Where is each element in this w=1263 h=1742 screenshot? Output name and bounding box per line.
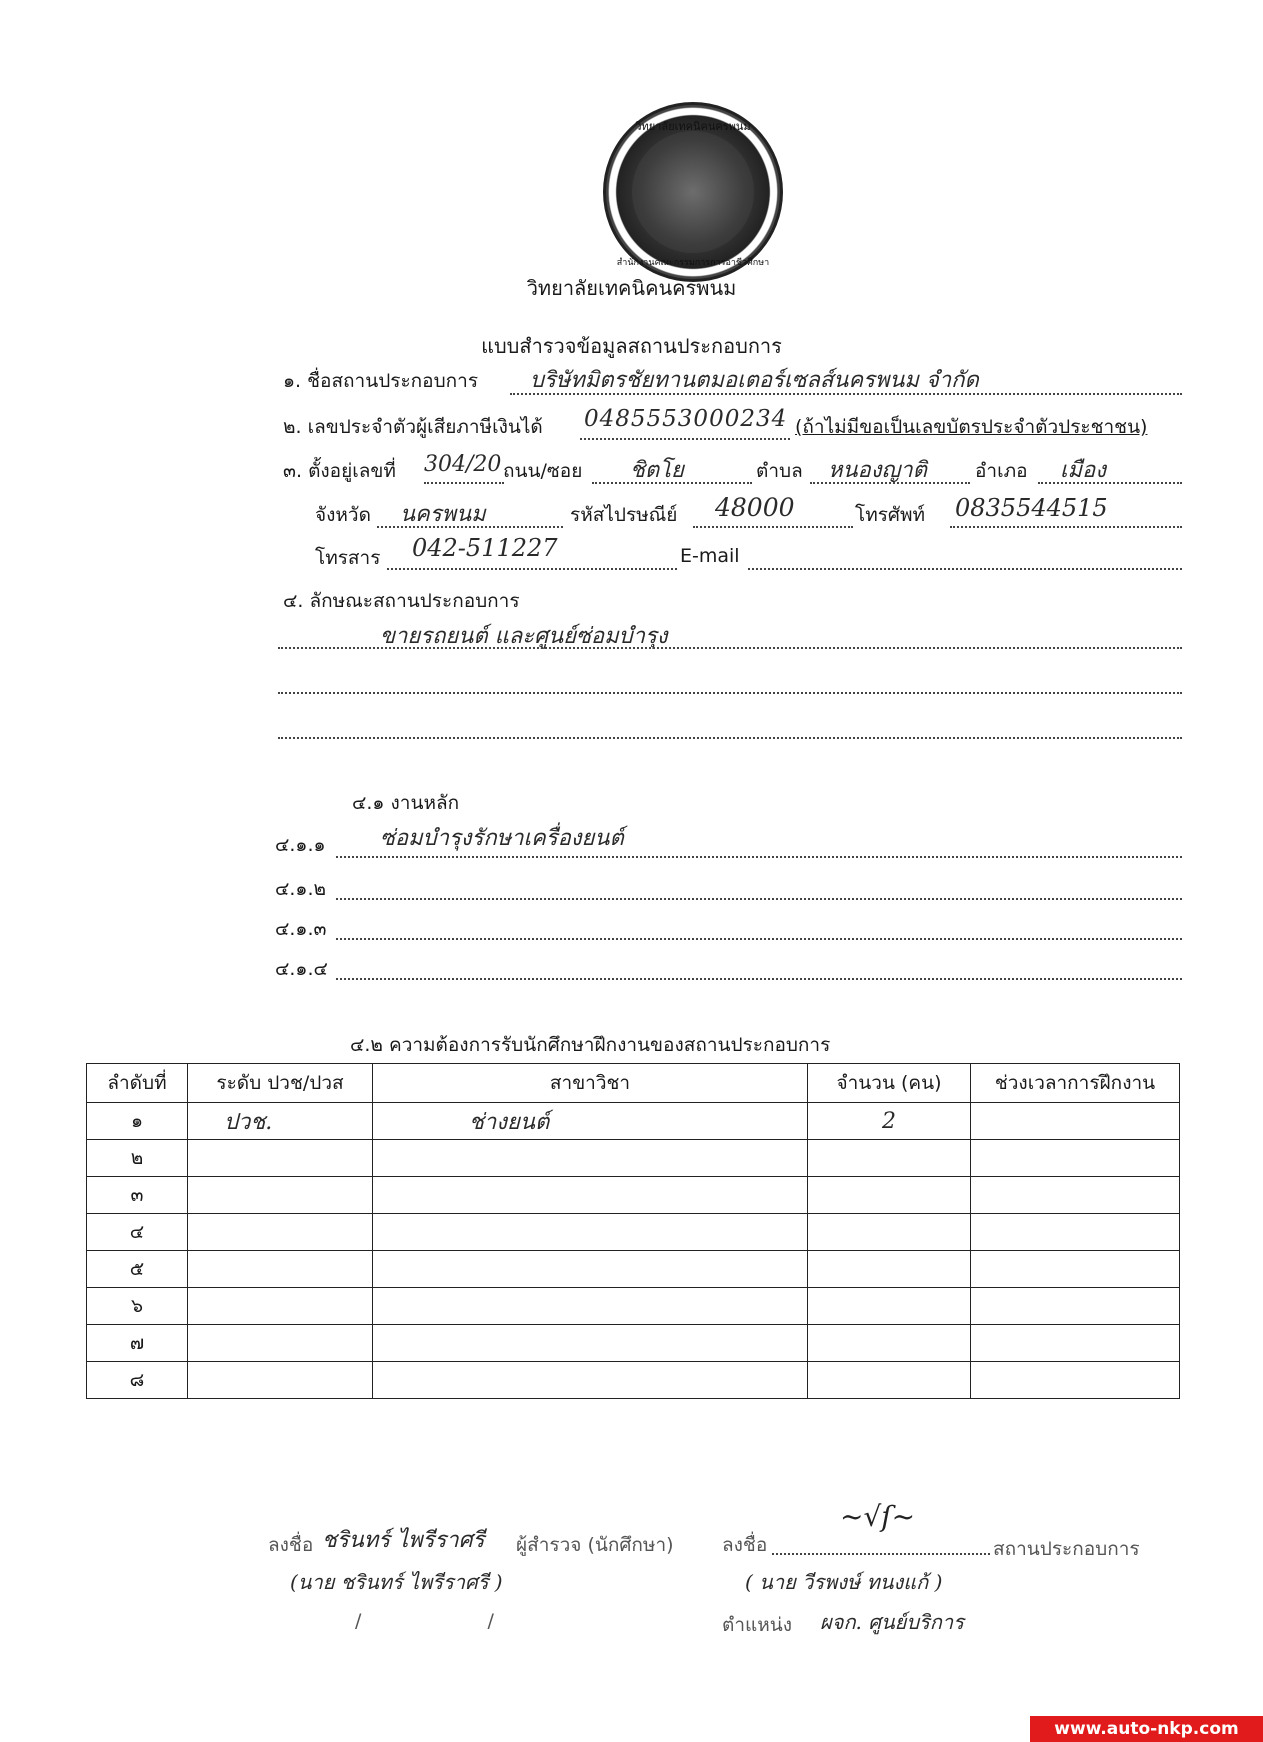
table-header-row — [87, 1064, 1180, 1103]
field-email-label: E-mail — [680, 545, 740, 567]
date-line: / / — [355, 1610, 554, 1632]
table-cell — [373, 1362, 808, 1399]
table-cell — [971, 1103, 1180, 1140]
table-cell — [808, 1140, 971, 1177]
table-row — [87, 1288, 1180, 1325]
field-amphoe-label: อำเภอ — [975, 460, 1028, 482]
field-phone-label: โทรศัพท์ — [855, 504, 926, 526]
field-postal-label: รหัสไปรษณีย์ — [570, 504, 678, 526]
table-header-cell: ระดับ ปวช/ปวส — [188, 1064, 373, 1103]
field-mainwork-1-line — [336, 856, 1182, 858]
table-cell — [808, 1288, 971, 1325]
table-cell — [188, 1325, 373, 1362]
field-mainwork-4-label: ๔.๑.๔ — [275, 958, 328, 980]
company-signature-icon: ~√ſ~ — [840, 1500, 916, 1533]
field-company-label: ๑. ชื่อสถานประกอบการ — [283, 370, 479, 392]
field-phone-value: 0835544515 — [955, 494, 1108, 522]
field-mainwork-2-line — [336, 898, 1182, 900]
field-address-value: 304/20 — [424, 452, 502, 477]
student-sign-label: ลงชื่อ — [268, 1534, 314, 1556]
table-cell — [373, 1288, 808, 1325]
field-mainwork-4-line — [336, 978, 1182, 980]
table-cell — [373, 1325, 808, 1362]
table-cell — [971, 1251, 1180, 1288]
table-cell — [188, 1288, 373, 1325]
student-signature: ชรินทร์ ไพรีราศรี — [322, 1528, 485, 1553]
field-postal-value: 48000 — [715, 493, 795, 522]
table-cell: ๖ — [87, 1288, 188, 1325]
student-role: ผู้สำรวจ (นักศึกษา) — [516, 1534, 674, 1556]
field-province-label: จังหวัด — [315, 504, 371, 526]
watermark: www.auto-nkp.com — [1030, 1716, 1263, 1742]
field-taxid-value: 0485553000234 — [584, 406, 788, 432]
field-business-line-3 — [278, 737, 1182, 739]
field-fax-line — [387, 568, 677, 570]
table-cell — [188, 1362, 373, 1399]
form-title: แบบสำรวจข้อมูลสถานประกอบการ — [481, 334, 782, 358]
field-business-line-1 — [278, 647, 1182, 649]
company-sign-label: ลงชื่อ — [722, 1534, 768, 1556]
company-sign-line — [772, 1553, 990, 1555]
field-road-label: ถนน/ซอย — [503, 460, 583, 482]
field-business-line-2 — [278, 692, 1182, 694]
seal-top-text: วิทยาลัยเทคนิคนครพนม — [635, 120, 751, 133]
table-cell: 2 — [808, 1103, 971, 1140]
field-tambon-label: ตำบล — [756, 460, 803, 482]
table-row — [87, 1214, 1180, 1251]
table-cell: ๗ — [87, 1325, 188, 1362]
seal-bottom-text: สำนักงานคณะกรรมการการอาชีวศึกษา — [616, 258, 770, 268]
table-cell — [188, 1177, 373, 1214]
college-seal — [603, 102, 783, 282]
field-phone-line — [950, 526, 1182, 528]
table-row — [87, 1251, 1180, 1288]
field-province-value: นครพนม — [400, 502, 486, 527]
table-cell — [188, 1251, 373, 1288]
table-header-cell: สาขาวิชา — [373, 1064, 808, 1103]
table-cell — [808, 1362, 971, 1399]
field-business-label: ๔. ลักษณะสถานประกอบการ — [283, 590, 520, 612]
table-cell: ๒ — [87, 1140, 188, 1177]
field-mainwork-1-value: ซ่อมบำรุงรักษาเครื่องยนต์ — [380, 826, 624, 851]
table-cell — [188, 1214, 373, 1251]
table-cell — [971, 1140, 1180, 1177]
college-name: วิทยาลัยเทคนิคนครพนม — [526, 276, 737, 300]
table-cell — [373, 1140, 808, 1177]
table-cell — [188, 1140, 373, 1177]
table-cell — [971, 1177, 1180, 1214]
field-mainwork-label: ๔.๑ งานหลัก — [352, 792, 460, 814]
table-cell: ๓ — [87, 1177, 188, 1214]
table-row — [87, 1103, 1180, 1140]
field-road-value: ชิตโย — [630, 458, 684, 483]
field-business-value: ขายรถยนต์ และศูนย์ซ่อมบำรุง — [380, 624, 668, 649]
student-full-name: (นาย ชรินทร์ ไพรีราศรี ) — [290, 1570, 503, 1594]
table-cell: ๑ — [87, 1103, 188, 1140]
field-taxid-note: (ถ้าไม่มีขอเป็นเลขบัตรประจำตัวประชาชน) — [795, 416, 1148, 438]
table-row — [87, 1362, 1180, 1399]
field-fax-value: 042-511227 — [412, 534, 558, 562]
table-row — [87, 1140, 1180, 1177]
table-cell: ๕ — [87, 1251, 188, 1288]
field-mainwork-1-label: ๔.๑.๑ — [275, 834, 326, 856]
field-tambon-value: หนองญาติ — [828, 458, 927, 483]
table-cell — [971, 1288, 1180, 1325]
field-taxid-label: ๒. เลขประจำตัวผู้เสียภาษีเงินได้ — [283, 416, 543, 438]
company-role: สถานประกอบการ — [993, 1538, 1140, 1560]
table-header-cell: จำนวน (คน) — [808, 1064, 971, 1103]
table-cell: ๘ — [87, 1362, 188, 1399]
field-fax-label: โทรสาร — [315, 547, 381, 569]
intern-table — [86, 1063, 1180, 1399]
table-header-cell: ช่วงเวลาการฝึกงาน — [971, 1064, 1180, 1103]
field-mainwork-3-label: ๔.๑.๓ — [275, 918, 327, 940]
table-cell — [373, 1214, 808, 1251]
table-cell — [808, 1177, 971, 1214]
field-taxid-line — [580, 438, 790, 440]
table-cell — [808, 1214, 971, 1251]
field-address-line — [424, 482, 504, 484]
table-cell: ช่างยนต์ — [373, 1103, 808, 1140]
table-header-cell: ลำดับที่ — [87, 1064, 188, 1103]
seal-emblem-icon — [632, 131, 754, 253]
table-cell — [971, 1214, 1180, 1251]
field-company-value: บริษัทมิตรชัยทานตมอเตอร์เซลส์นครพนม จำกัด — [530, 368, 979, 393]
field-mainwork-3-line — [336, 938, 1182, 940]
table-cell — [373, 1177, 808, 1214]
table-cell — [808, 1251, 971, 1288]
position-label: ตำแหน่ง — [722, 1614, 793, 1636]
field-address-label: ๓. ตั้งอยู่เลขที่ — [283, 460, 396, 482]
table-cell — [971, 1325, 1180, 1362]
table-cell — [971, 1362, 1180, 1399]
field-email-line — [748, 568, 1182, 570]
table-row — [87, 1325, 1180, 1362]
table-cell: ๔ — [87, 1214, 188, 1251]
field-postal-line — [693, 526, 853, 528]
company-person-name: ( นาย วีรพงษ์ ทนงแก้ ) — [745, 1570, 943, 1594]
table-row — [87, 1177, 1180, 1214]
table-cell — [373, 1251, 808, 1288]
field-intern-need-label: ๔.๒ ความต้องการรับนักศึกษาฝึกงานของสถานประกอบการ — [350, 1034, 831, 1056]
field-mainwork-2-label: ๔.๑.๒ — [275, 878, 327, 900]
position-value: ผจก. ศูนย์บริการ — [820, 1610, 964, 1634]
table-cell — [808, 1325, 971, 1362]
table-cell: ปวช. — [188, 1103, 373, 1140]
field-amphoe-value: เมือง — [1060, 458, 1106, 483]
